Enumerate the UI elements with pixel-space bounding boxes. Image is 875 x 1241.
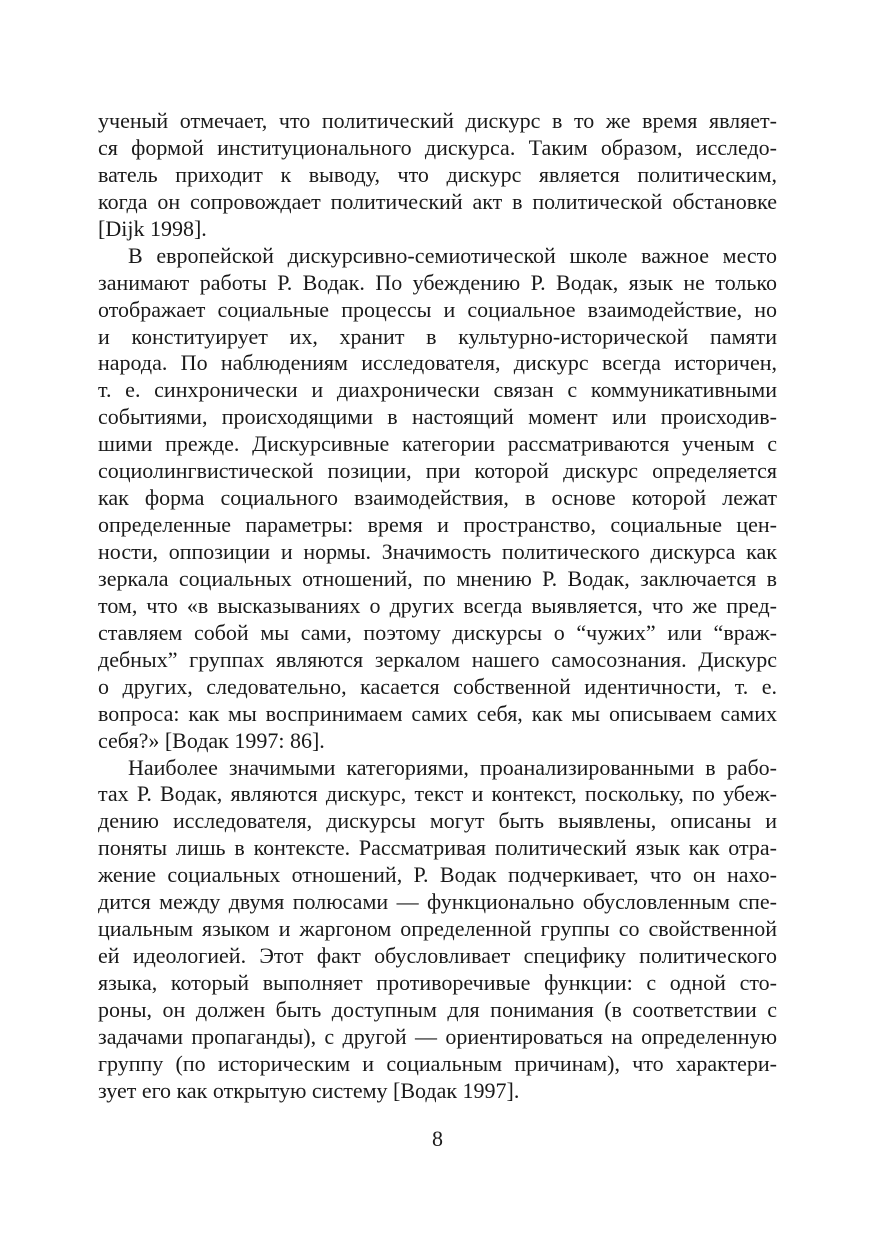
text-line: [Dijk 1998].: [98, 215, 207, 241]
text-line: шими прежде. Дискурсивные категории рассматриваются ученым с: [98, 431, 777, 457]
text-line: роны, он должен быть доступным для понимания (в соответствии с: [98, 996, 777, 1022]
text-line: зеркала социальных отношений, по мнению Р. Водак, заключается в: [98, 565, 777, 591]
text-line: зует его как открытую систему [Водак 1997].: [98, 1077, 520, 1103]
text-line: дебных” группах являются зеркалом нашего самосознания. Дискурс: [98, 646, 777, 672]
text-line: жение социальных отношений, Р. Водак подчеркивает, что он нахо-: [98, 862, 777, 888]
text-line: Наиболее значимыми категориями, проанализированными в рабо-: [128, 754, 777, 780]
text-line: том, что «в высказываниях о других всегда выявляется, что же пред-: [98, 592, 777, 618]
text-line: группу (по историческим и социальным причинам), что характери-: [98, 1050, 777, 1076]
text-line: ей идеологией. Этот факт обусловливает специфику политического: [98, 943, 777, 969]
text-line: поняты лишь в контексте. Рассматривая политический язык как отра-: [98, 835, 777, 861]
text-line: тах Р. Водак, являются дискурс, текст и контекст, поскольку, по убеж-: [98, 781, 777, 807]
text-line: о других, следовательно, касается собственной идентичности, т. е.: [98, 673, 777, 699]
paragraph: [98, 755, 777, 1105]
text-line: занимают работы Р. Водак. По убеждению Р. Водак, язык не только: [98, 269, 777, 295]
text-line: языка, который выполняет противоречивые функции: с одной сто-: [98, 970, 777, 995]
text-line: определенные параметры: время и пространство, социальные цен-: [98, 512, 777, 538]
text-line: вопроса: как мы воспринимаем самих себя, как мы описываем самих: [98, 700, 777, 726]
text-line: ности, оппозиции и нормы. Значимость политического дискурса как: [98, 539, 777, 564]
paragraph: [98, 243, 777, 755]
text-line: дится между двумя полюсами — функционально обусловленным спе-: [98, 889, 777, 915]
text-line: социолингвистической позиции, при которой дискурс определяется: [98, 458, 777, 484]
body-text: [98, 108, 777, 1105]
text-line: и конституирует их, хранит в культурно-исторической памяти: [98, 323, 777, 349]
text-line: отображает социальные процессы и социальное взаимодействие, но: [98, 296, 777, 322]
text-line: как форма социального взаимодействия, в основе которой лежат: [98, 485, 777, 511]
text-line: циальным языком и жаргоном определенной группы со свойственной: [98, 916, 777, 942]
text-line: В европейской дискурсивно-семиотической школе важное место: [128, 242, 777, 268]
text-line: народа. По наблюдениям исследователя, дискурс всегда историчен,: [98, 350, 777, 376]
text-line: дению исследователя, дискурсы могут быть выявлены, описаны и: [98, 808, 777, 834]
text-line: ся формой институционального дискурса. Таким образом, исследо-: [98, 134, 777, 160]
text-line: задачами пропаганды), с другой — ориентироваться на определенную: [98, 1023, 777, 1049]
text-line: ученый отмечает, что политический дискурс в то же время являет-: [98, 108, 777, 133]
text-line: ставляем собой мы сами, поэтому дискурсы о “чужих” или “враж-: [98, 619, 777, 645]
text-line: событиями, происходящими в настоящий момент или происходив-: [98, 404, 777, 430]
text-line: т. е. синхронически и диахронически связан с коммуникативными: [98, 377, 777, 403]
text-line: ватель приходит к выводу, что дискурс является политическим,: [98, 161, 777, 187]
page-number: 8: [432, 1126, 443, 1151]
paragraph: [98, 108, 777, 243]
text-line: себя?» [Водак 1997: 86].: [98, 727, 325, 753]
text-line: когда он сопровождает политический акт в политической обстановке: [98, 188, 777, 214]
